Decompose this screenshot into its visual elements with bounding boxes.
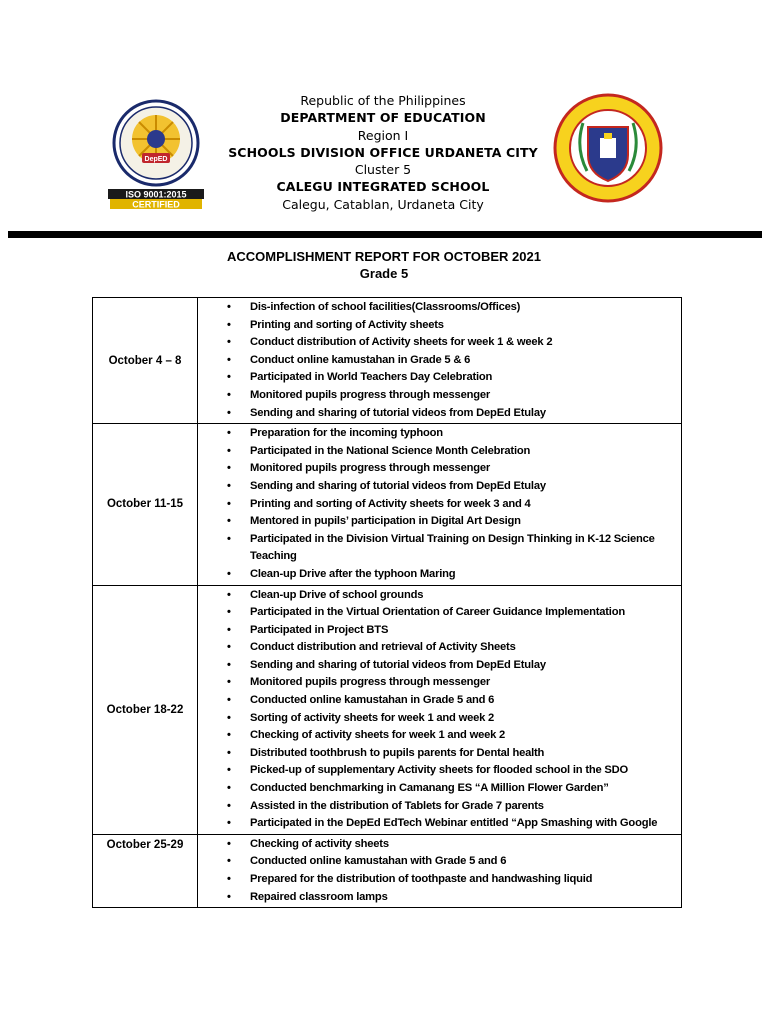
list-item: • Monitored pupils progress through messenger [198,387,681,405]
list-item: • Preparation for the incoming typhoon [198,425,681,443]
list-item: • Picked-up of supplementary Activity sheets for flooded school in the SDO [198,762,681,780]
list-item: • Mentored in pupils’ participation in Digital Art Design [198,513,681,531]
svg-text:DepED: DepED [144,156,168,163]
republic-line: Republic of the Philippines [300,93,466,108]
list-item: • Sending and sharing of tutorial videos from DepEd Etulay [198,657,681,675]
list-item: • Clean-up Drive after the typhoon Maring [198,566,681,584]
list-item: • Participated in the National Science Month Celebration [198,443,681,461]
week-label: October 25-29 [93,834,198,907]
list-item: • Sending and sharing of tutorial videos from DepEd Etulay [198,405,681,423]
list-item: • Conducted benchmarking in Camanang ES “A Million Flower Garden” [198,780,681,798]
header-divider [8,231,762,238]
calegu-school-logo [553,93,663,203]
list-item: • Participated in World Teachers Day Celebration [198,369,681,387]
activities-cell [198,424,682,585]
table-row [93,585,682,834]
list-item: • Sorting of activity sheets for week 1 and week 2 [198,710,681,728]
list-item: • Conducted online kamustahan in Grade 5 and 6 [198,692,681,710]
list-item: • Participated in Project BTS [198,622,681,640]
list-item: • Participated in the Virtual Orientation of Career Guidance Implementation [198,604,681,622]
activity-list [198,298,681,423]
report-title-block [0,248,768,282]
department-line: DEPARTMENT OF EDUCATION [280,110,486,126]
list-item: • Conduct online kamustahan in Grade 5 & 6 [198,352,681,370]
list-item: • Printing and sorting of Activity sheets for week 3 and 4 [198,496,681,514]
list-item: • Conducted online kamustahan with Grade 5 and 6 [198,853,681,871]
list-item: • Conduct distribution of Activity sheets for week 1 & week 2 [198,334,681,352]
list-item: • Conduct distribution and retrieval of Activity Sheets [198,639,681,657]
activities-cell [198,298,682,424]
svg-text:CERTIFIED: CERTIFIED [132,199,180,209]
list-item: • Checking of activity sheets [198,836,681,854]
table-row [93,298,682,424]
list-item: • Monitored pupils progress through messenger [198,460,681,478]
list-item: • Participated in the Division Virtual Training on Design Thinking in K-12 Science Teaching [198,531,681,566]
list-item: • Assisted in the distribution of Tablets for Grade 7 parents [198,798,681,816]
list-item: • Monitored pupils progress through messenger [198,674,681,692]
division-line: SCHOOLS DIVISION OFFICE URDANETA CITY [228,144,538,160]
document-header [200,92,566,213]
list-item: • Repaired classroom lamps [198,889,681,907]
region-line: Region I [357,127,409,143]
cluster-line: Cluster 5 [354,162,412,178]
activities-cell [198,834,682,907]
activity-list [198,424,681,584]
list-item: • Checking of activity sheets for week 1 and week 2 [198,727,681,745]
activities-cell [198,585,682,834]
table-row [93,424,682,585]
list-item: • Printing and sorting of Activity sheets [198,317,681,335]
list-item: • Participated in the DepEd EdTech Webinar entitled “App Smashing with Google [198,815,681,833]
week-label: October 4 – 8 [93,298,198,424]
report-grade: Grade 5 [359,266,409,281]
sdo-urdaneta-logo [106,99,206,209]
table-row [93,834,682,907]
activity-list [198,835,681,907]
school-address: Calegu, Catablan, Urdaneta City [282,196,484,212]
week-label: October 11-15 [93,424,198,585]
svg-text:ISO 9001:2015: ISO 9001:2015 [125,189,187,200]
list-item: • Distributed toothbrush to pupils parents for Dental health [198,745,681,763]
activity-list [198,586,681,834]
school-name: CALEGU INTEGRATED SCHOOL [276,179,490,195]
accomplishment-table [92,297,682,908]
list-item: • Prepared for the distribution of toothpaste and handwashing liquid [198,871,681,889]
list-item: • Clean-up Drive of school grounds [198,587,681,605]
list-item: • Sending and sharing of tutorial videos from DepEd Etulay [198,478,681,496]
week-label: October 18-22 [93,585,198,834]
report-title: ACCOMPLISHMENT REPORT FOR OCTOBER 2021 [227,249,541,264]
list-item: • Dis-infection of school facilities(Classrooms/Offices) [198,299,681,317]
